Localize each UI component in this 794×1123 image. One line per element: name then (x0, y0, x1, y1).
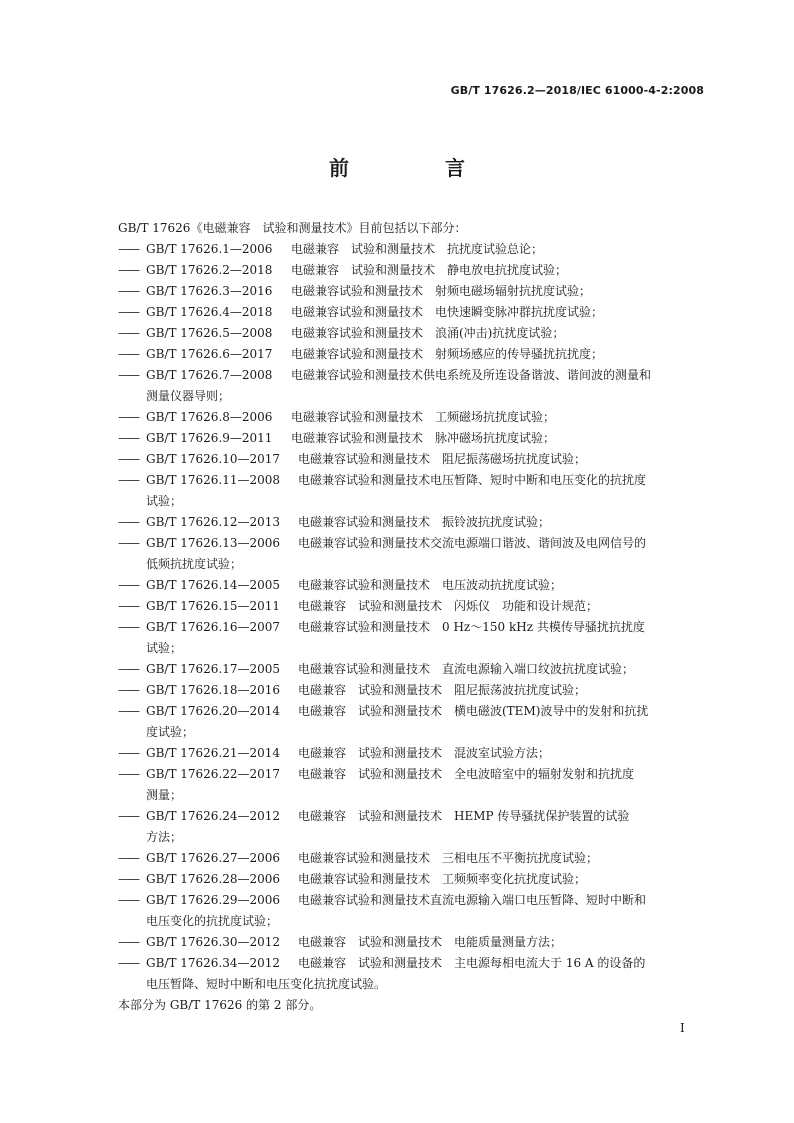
standard-code: GB/T 17626.11—2008 (146, 473, 281, 487)
standard-code: GB/T 17626.6—2017 (146, 347, 273, 361)
list-item (118, 764, 706, 806)
list-dash: —— (118, 473, 138, 487)
standard-description-continued: 电压暂降、短时中断和电压变化抗扰度试验。 (146, 977, 387, 991)
standard-description: 电磁兼容试验和测量技术 直流电源输入端口纹波抗扰度试验； (298, 662, 635, 676)
list-dash: —— (118, 662, 138, 676)
standard-description: 电磁兼容试验和测量技术 射频场感应的传导骚扰抗扰度； (291, 347, 604, 361)
standard-description-continued: 测量仪器导则； (146, 389, 231, 403)
standard-description: 电磁兼容试验和测量技术电压暂降、短时中断和电压变化的抗扰度 (298, 473, 647, 487)
list-dash: —— (118, 284, 138, 298)
list-item (118, 659, 706, 680)
standard-code: GB/T 17626.20—2014 (146, 704, 281, 718)
list-item (118, 596, 706, 617)
standard-description-continued: 测量； (146, 788, 183, 802)
standard-code: GB/T 17626.13—2006 (146, 536, 281, 550)
list-dash: —— (118, 620, 138, 634)
standard-code: GB/T 17626.7—2008 (146, 368, 273, 382)
list-item (118, 239, 706, 260)
list-dash: —— (118, 872, 138, 886)
list-dash: —— (118, 263, 138, 277)
list-item (118, 344, 706, 365)
foreword-body (118, 218, 706, 1016)
list-dash: —— (118, 515, 138, 529)
list-item (118, 281, 706, 302)
list-item (118, 260, 706, 281)
standard-code: GB/T 17626.8—2006 (146, 410, 273, 424)
intro-paragraph: GB/T 17626《电磁兼容 试验和测量技术》目前包括以下部分： (118, 221, 467, 235)
standard-description-continued: 低频抗扰度试验； (146, 557, 243, 571)
list-item (118, 323, 706, 344)
standard-code: GB/T 17626.18—2016 (146, 683, 281, 697)
list-item (118, 680, 706, 701)
standard-description: 电磁兼容 试验和测量技术 横电磁波(TEM)波导中的发射和抗扰 (298, 704, 649, 718)
list-item (118, 365, 706, 407)
standard-description: 电磁兼容试验和测量技术直流电源输入端口电压暂降、短时中断和 (298, 893, 647, 907)
list-item (118, 533, 706, 575)
list-item (118, 743, 706, 764)
list-item (118, 701, 706, 743)
standard-description-continued: 度试验； (146, 725, 195, 739)
standard-description: 电磁兼容 试验和测量技术 电能质量测量方法； (298, 935, 563, 949)
standard-code: GB/T 17626.5—2008 (146, 326, 273, 340)
standard-parts-list (118, 239, 706, 995)
standard-code: GB/T 17626.14—2005 (146, 578, 281, 592)
standard-description: 电磁兼容 试验和测量技术 阻尼振荡波抗扰度试验； (298, 683, 587, 697)
standard-description: 电磁兼容试验和测量技术 工频频率变化抗扰度试验； (298, 872, 587, 886)
standard-code: GB/T 17626.30—2012 (146, 935, 281, 949)
list-dash: —— (118, 935, 138, 949)
list-dash: —— (118, 305, 138, 319)
list-dash: —— (118, 410, 138, 424)
list-dash: —— (118, 851, 138, 865)
list-dash: —— (118, 599, 138, 613)
standard-description: 电磁兼容试验和测量技术 振铃波抗扰度试验； (298, 515, 551, 529)
list-dash: —— (118, 767, 138, 781)
list-dash: —— (118, 683, 138, 697)
standard-code: GB/T 17626.24—2012 (146, 809, 281, 823)
standard-description: 电磁兼容试验和测量技术供电系统及所连设备谐波、谐间波的测量和 (291, 368, 652, 382)
list-dash: —— (118, 452, 138, 466)
standard-description-continued: 电压变化的抗扰度试验； (146, 914, 279, 928)
list-item (118, 512, 706, 533)
standard-code: GB/T 17626.28—2006 (146, 872, 281, 886)
standard-code: GB/T 17626.3—2016 (146, 284, 273, 298)
list-dash: —— (118, 431, 138, 445)
standard-description: 电磁兼容 试验和测量技术 HEMP 传导骚扰保护装置的试验 (298, 809, 630, 823)
list-dash: —— (118, 326, 138, 340)
list-dash: —— (118, 956, 138, 970)
list-item (118, 302, 706, 323)
standard-code: GB/T 17626.10—2017 (146, 452, 281, 466)
standard-description: 电磁兼容试验和测量技术 工频磁场抗扰度试验； (291, 410, 556, 424)
list-dash: —— (118, 809, 138, 823)
list-item (118, 617, 706, 659)
list-dash: —— (118, 536, 138, 550)
standard-code: GB/T 17626.9—2011 (146, 431, 273, 445)
standard-description: 电磁兼容 试验和测量技术 混波室试验方法； (298, 746, 551, 760)
standard-description: 电磁兼容 试验和测量技术 静电放电抗扰度试验； (291, 263, 568, 277)
standard-description: 电磁兼容试验和测量技术 阻尼振荡磁场抗扰度试验； (298, 452, 587, 466)
standard-description: 电磁兼容试验和测量技术交流电源端口谐波、谐间波及电网信号的 (298, 536, 647, 550)
standard-code: GB/T 17626.16—2007 (146, 620, 281, 634)
standard-description: 电磁兼容试验和测量技术 浪涌(冲击)抗扰度试验； (291, 326, 565, 340)
list-item (118, 890, 706, 932)
standard-code: GB/T 17626.29—2006 (146, 893, 281, 907)
standard-header: GB/T 17626.2—2018/IEC 61000-4-2:2008 (450, 84, 704, 97)
list-dash: —— (118, 368, 138, 382)
list-item (118, 428, 706, 449)
standard-code: GB/T 17626.12—2013 (146, 515, 281, 529)
standard-description: 电磁兼容试验和测量技术 脉冲磁场抗扰度试验； (291, 431, 556, 445)
standard-code: GB/T 17626.22—2017 (146, 767, 281, 781)
list-dash: —— (118, 893, 138, 907)
standard-description: 电磁兼容试验和测量技术 电压波动抗扰度试验； (298, 578, 563, 592)
standard-description: 电磁兼容试验和测量技术 电快速瞬变脉冲群抗扰度试验； (291, 305, 604, 319)
list-dash: —— (118, 578, 138, 592)
standard-description: 电磁兼容试验和测量技术 三相电压不平衡抗扰度试验； (298, 851, 599, 865)
standard-description: 电磁兼容 试验和测量技术 主电源每相电流大于 16 A 的设备的 (298, 956, 646, 970)
list-item (118, 806, 706, 848)
page-number: I (680, 1021, 685, 1035)
list-dash: —— (118, 704, 138, 718)
list-dash: —— (118, 746, 138, 760)
standard-code: GB/T 17626.4—2018 (146, 305, 273, 319)
standard-description-continued: 试验； (146, 494, 183, 508)
closing-paragraph: 本部分为 GB/T 17626 的第 2 部分。 (118, 998, 322, 1012)
standard-description: 电磁兼容 试验和测量技术 抗扰度试验总论； (291, 242, 544, 256)
standard-code: GB/T 17626.15—2011 (146, 599, 281, 613)
standard-code: GB/T 17626.2—2018 (146, 263, 273, 277)
standard-description: 电磁兼容试验和测量技术 射频电磁场辐射抗扰度试验； (291, 284, 592, 298)
list-item (118, 449, 706, 470)
list-item (118, 869, 706, 890)
page-title: 前 言 (329, 156, 503, 180)
standard-code: GB/T 17626.1—2006 (146, 242, 273, 256)
standard-code: GB/T 17626.17—2005 (146, 662, 281, 676)
list-item (118, 470, 706, 512)
list-dash: —— (118, 242, 138, 256)
standard-code: GB/T 17626.21—2014 (146, 746, 281, 760)
standard-code: GB/T 17626.34—2012 (146, 956, 281, 970)
standard-description-continued: 试验； (146, 641, 183, 655)
standard-description: 电磁兼容 试验和测量技术 闪烁仪 功能和设计规范； (298, 599, 599, 613)
standard-description: 电磁兼容试验和测量技术 0 Hz～150 kHz 共模传导骚扰抗扰度 (298, 620, 645, 634)
standard-code: GB/T 17626.27—2006 (146, 851, 281, 865)
list-item (118, 932, 706, 953)
standard-description: 电磁兼容 试验和测量技术 全电波暗室中的辐射发射和抗扰度 (298, 767, 635, 781)
list-dash: —— (118, 347, 138, 361)
list-item (118, 407, 706, 428)
list-item (118, 953, 706, 995)
list-item (118, 848, 706, 869)
standard-description-continued: 方法； (146, 830, 183, 844)
list-item (118, 575, 706, 596)
